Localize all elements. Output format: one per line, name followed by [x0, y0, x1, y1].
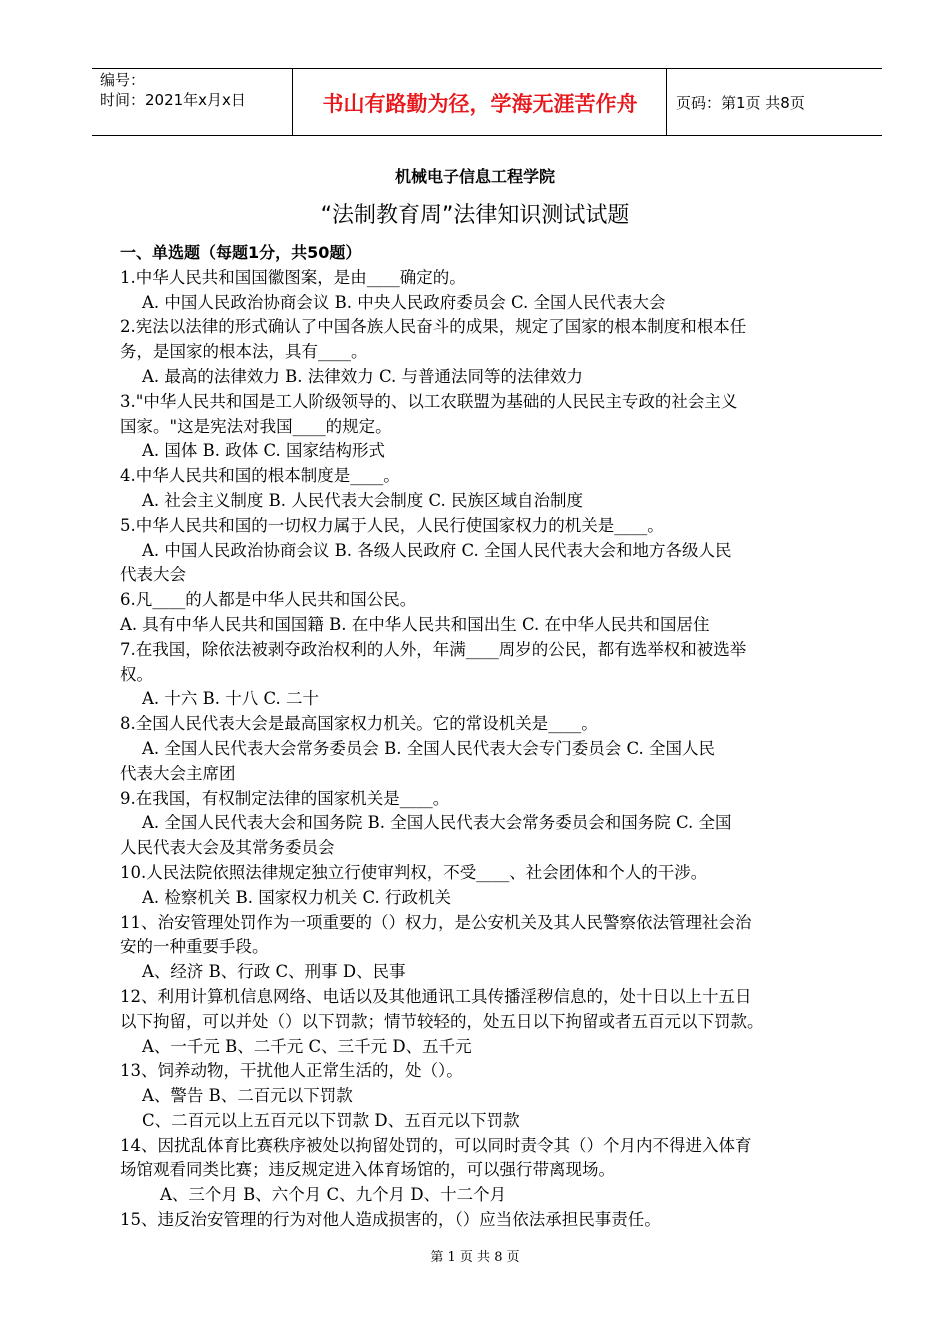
time-label: 时间：2021年x月x日 — [100, 91, 246, 109]
school-name: 机械电子信息工程学院 — [394, 167, 555, 186]
section-heading: 一、单选题（每题1分，共50题） — [120, 243, 362, 262]
text-line: A. 具有中华人民共和国国籍 B. 在中华人民共和国出生 C. 在中华人民共和国居住 — [120, 614, 710, 634]
text-line: 以下拘留，可以并处（）以下罚款；情节较轻的，处五日以下拘留或者五百元以下罚款。 — [120, 1011, 764, 1031]
text-line: 15、违反治安管理的行为对他人造成损害的，（）应当依法承担民事责任。 — [120, 1210, 661, 1230]
page-title: “法制教育周”法律知识测试试题 — [320, 203, 630, 228]
text-line: 7.在我国，除依法被剥夺政治权利的人外，年满____周岁的公民，都有选举权和被选举 — [120, 639, 747, 659]
text-line: 务，是国家的根本法，具有____。 — [120, 342, 368, 362]
text-line: 安的一种重要手段。 — [120, 937, 269, 957]
text-line: A、三个月 B、六个月 C、九个月 D、十二个月 — [160, 1185, 507, 1205]
text-line: 1.中华人民共和国国徽图案，是由____确定的。 — [120, 267, 466, 287]
header-info — [100, 70, 246, 110]
text-line: A、一千元 B、二千元 C、三千元 D、五千元 — [142, 1036, 472, 1056]
text-line: 11、治安管理处罚作为一项重要的（）权力，是公安机关及其人民警察依法管理社会治 — [120, 912, 752, 932]
text-line: 6.凡____的人都是中华人民共和国公民。 — [120, 590, 417, 610]
text-line: 2.宪法以法律的形式确认了中国各族人民奋斗的成果，规定了国家的根本制度和根本任 — [120, 317, 747, 337]
text-line: 9.在我国，有权制定法律的国家机关是____。 — [120, 788, 450, 808]
text-line: 13、饲养动物，干扰他人正常生活的，处（）。 — [120, 1061, 463, 1081]
text-line: A. 社会主义制度 B. 人民代表大会制度 C. 民族区域自治制度 — [142, 490, 584, 510]
question-list — [120, 241, 860, 1233]
text-line: A. 中国人民政治协商会议 B. 各级人民政府 C. 全国人民代表大会和地方各级人民 — [142, 540, 732, 560]
header-divider-left — [292, 68, 293, 135]
text-line: 代表大会 — [120, 565, 186, 585]
text-line: 场馆观看同类比赛；违反规定进入体育场馆的，可以强行带离现场。 — [120, 1160, 615, 1180]
text-line: 12、利用计算机信息网络、电话以及其他通讯工具传播淫秽信息的，处十日以上十五日 — [120, 986, 752, 1006]
text-line: A. 全国人民代表大会常务委员会 B. 全国人民代表大会专门委员会 C. 全国人民 — [142, 738, 716, 758]
text-line: A. 中国人民政治协商会议 B. 中央人民政府委员会 C. 全国人民代表大会 — [142, 292, 666, 312]
text-line: A、经济 B、行政 C、刑事 D、民事 — [142, 962, 406, 982]
text-line: 国家。"这是宪法对我国____的规定。 — [120, 416, 392, 436]
text-line: 14、因扰乱体育比赛秩序被处以拘留处罚的，可以同时责令其（）个月内不得进入体育 — [120, 1135, 752, 1155]
header-divider-right — [666, 68, 667, 135]
header-motto: 书山有路勤为径，学海无涯苦作舟 — [322, 92, 638, 116]
text-line: A. 十六 B. 十八 C. 二十 — [142, 689, 320, 709]
header-top-rule — [92, 68, 882, 69]
text-line: A. 检察机关 B. 国家权力机关 C. 行政机关 — [142, 887, 452, 907]
text-line: 8.全国人民代表大会是最高国家权力机关。它的常设机关是____。 — [120, 714, 598, 734]
header-page-info: 页码：第1页 共8页 — [676, 94, 805, 112]
text-line: C、二百元以上五百元以下罚款 D、五百元以下罚款 — [142, 1110, 520, 1130]
text-line: 代表大会主席团 — [120, 763, 236, 783]
text-line: 5.中华人民共和国的一切权力属于人民，人民行使国家权力的机关是____。 — [120, 515, 664, 535]
text-line: 10.人民法院依照法律规定独立行使审判权，不受____、社会团体和个人的干涉。 — [120, 862, 708, 882]
text-line: 4.中华人民共和国的根本制度是____。 — [120, 466, 400, 486]
code-label: 编号： — [100, 71, 146, 89]
text-line: 3."中华人民共和国是工人阶级领导的、以工农联盟为基础的人民民主专政的社会主义 — [120, 391, 738, 411]
page-footer: 第 1 页 共 8 页 — [430, 1250, 520, 1265]
text-line: A. 全国人民代表大会和国务院 B. 全国人民代表大会常务委员会和国务院 C. 全国 — [142, 813, 732, 833]
text-line: 人民代表大会及其常务委员会 — [120, 838, 335, 858]
header-bottom-rule — [92, 135, 882, 136]
text-line: 权。 — [120, 664, 153, 684]
text-line: A、警告 B、二百元以下罚款 — [142, 1086, 353, 1106]
text-line: A. 最高的法律效力 B. 法律效力 C. 与普通法同等的法律效力 — [142, 366, 584, 386]
text-line: A. 国体 B. 政体 C. 国家结构形式 — [142, 441, 386, 461]
